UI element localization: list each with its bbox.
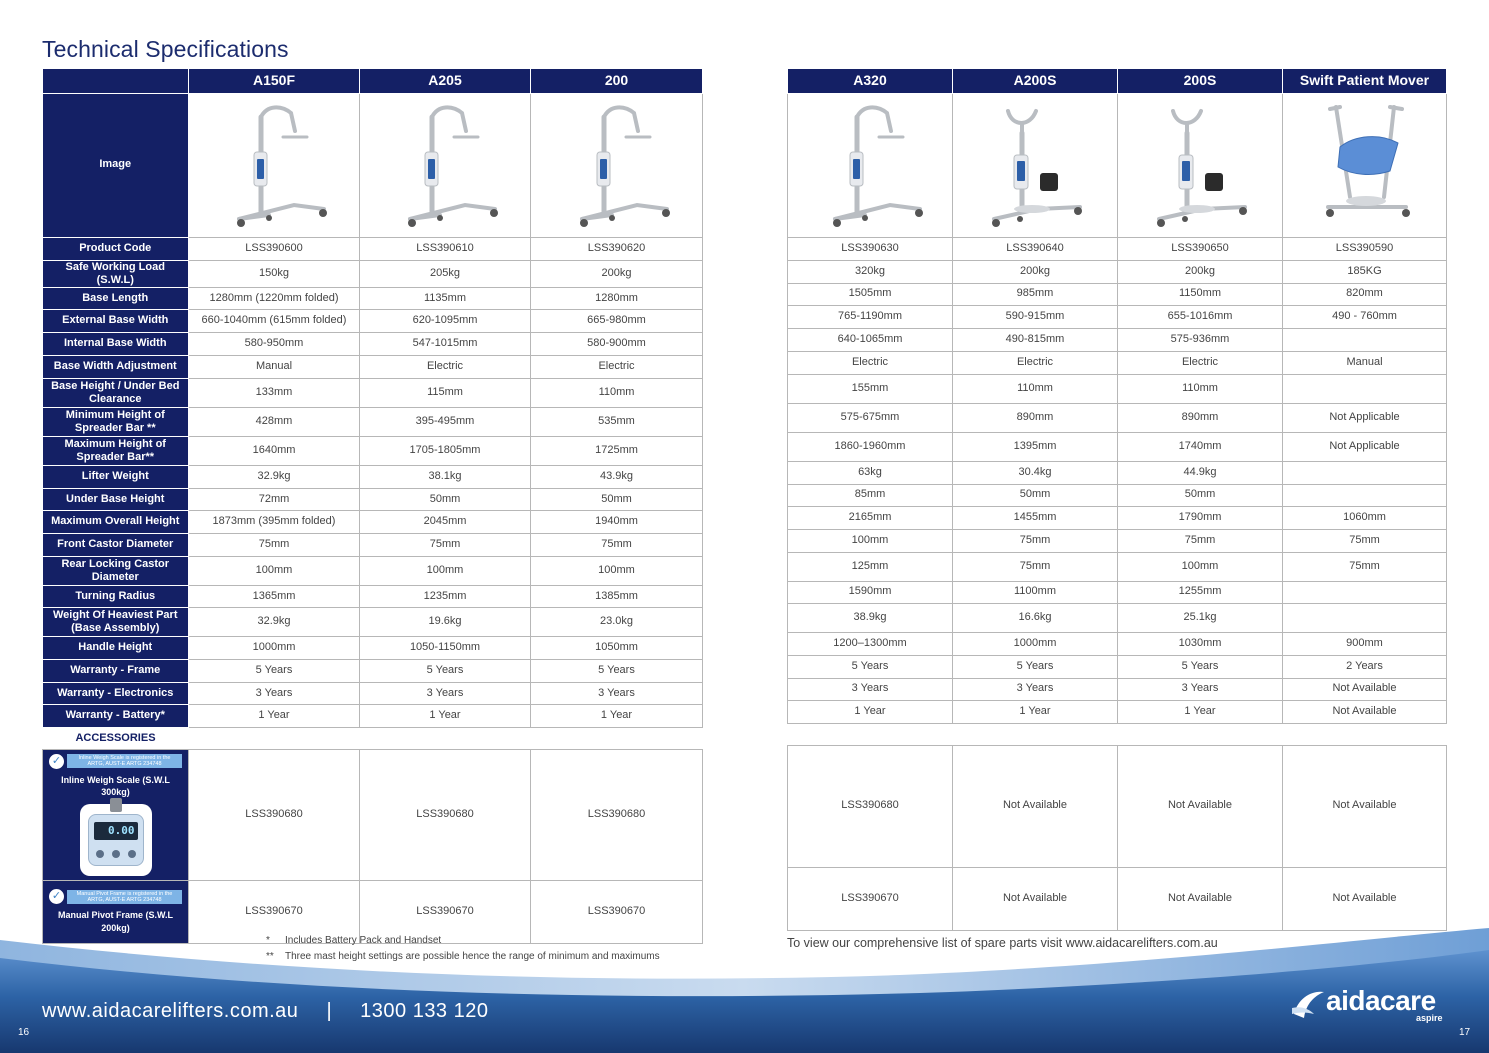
spec-cell: 575-675mm	[788, 403, 953, 432]
spec-cell: 100mm	[360, 556, 531, 585]
spec-cell: 395-495mm	[360, 407, 531, 436]
row-label: Maximum Height of Spreader Bar**	[43, 436, 189, 465]
spec-cell: 660-1040mm (615mm folded)	[189, 309, 360, 332]
row-label: Warranty - Electronics	[43, 682, 189, 704]
accessory-name: Manual Pivot Frame (S.W.L 200kg)	[57, 910, 174, 934]
spec-cell: 5 Years	[360, 659, 531, 682]
artg-registration-badge	[49, 754, 182, 769]
spec-row-maximum-height-of-spreader-bar	[788, 432, 1447, 461]
row-label: Product Code	[43, 237, 189, 260]
spec-cell: 1385mm	[531, 585, 703, 607]
accessory-cell: LSS390680	[189, 749, 360, 880]
spec-row-maximum-overall-height	[788, 506, 1447, 529]
product-image-cell	[360, 93, 531, 237]
spec-cell: 590-915mm	[953, 305, 1118, 328]
spec-row-maximum-height-of-spreader-bar	[43, 436, 703, 465]
row-label: Under Base Height	[43, 488, 189, 510]
spec-cell: 1000mm	[189, 636, 360, 659]
spec-row-external-base-width	[43, 309, 703, 332]
column-header-swift-patient-mover: Swift Patient Mover	[1283, 69, 1447, 93]
spec-row-product-code	[788, 237, 1447, 260]
accessories-heading-row	[788, 723, 1447, 745]
accessory-cell: Not Available	[1118, 867, 1283, 930]
spec-cell: 1790mm	[1118, 506, 1283, 529]
spec-cell	[1283, 603, 1447, 632]
spec-row-warranty-frame	[43, 659, 703, 682]
column-header-200: 200	[531, 69, 703, 93]
spec-cell: 547-1015mm	[360, 332, 531, 355]
spec-cell: 43.9kg	[531, 465, 703, 488]
footnote: ** Three mast height settings are possible hence the range of minimum and maximums	[266, 951, 660, 962]
accessory-cell: LSS390680	[531, 749, 703, 880]
spec-cell: 1150mm	[1118, 283, 1283, 305]
mobile-hoist-icon	[390, 97, 500, 233]
spec-cell	[1283, 581, 1447, 603]
spec-cell: 75mm	[953, 552, 1118, 581]
spec-row-warranty-electronics	[43, 682, 703, 704]
spec-cell: 50mm	[360, 488, 531, 510]
spec-row-base-height-under-bed-clearance	[43, 378, 703, 407]
spec-cell: LSS390650	[1118, 237, 1283, 260]
spec-row-base-height-under-bed-clearance	[788, 374, 1447, 403]
spec-cell: 5 Years	[1118, 655, 1283, 678]
spec-row-base-length	[43, 287, 703, 309]
accessory-name: Inline Weigh Scale (S.W.L 300kg)	[61, 774, 170, 798]
spec-cell: Not Available	[1283, 678, 1447, 700]
spec-cell: 1455mm	[953, 506, 1118, 529]
row-label: Turning Radius	[43, 585, 189, 607]
row-label: Minimum Height of Spreader Bar **	[43, 407, 189, 436]
spec-cell: 1 Year	[788, 700, 953, 723]
spec-cell: 765-1190mm	[788, 305, 953, 328]
spec-cell: Not Applicable	[1283, 403, 1447, 432]
spec-cell: 1740mm	[1118, 432, 1283, 461]
spec-cell: 820mm	[1283, 283, 1447, 305]
spec-cell: 320kg	[788, 260, 953, 283]
spec-cell: 38.1kg	[360, 465, 531, 488]
row-label: Internal Base Width	[43, 332, 189, 355]
spec-row-warranty-battery	[43, 704, 703, 727]
spec-cell: 50mm	[953, 484, 1118, 506]
row-label: Safe Working Load (S.W.L)	[43, 260, 189, 287]
row-label: Warranty - Frame	[43, 659, 189, 682]
spec-cell: 85mm	[788, 484, 953, 506]
spec-cell: Electric	[953, 351, 1118, 374]
accessory-cell: Not Available	[1118, 745, 1283, 867]
spec-cell: 490 - 760mm	[1283, 305, 1447, 328]
accessory-cell: LSS390670	[531, 881, 703, 944]
spec-cell: Not Available	[1283, 700, 1447, 723]
spec-cell: 1200–1300mm	[788, 632, 953, 655]
spec-cell: 75mm	[360, 533, 531, 556]
spec-cell: 1860-1960mm	[788, 432, 953, 461]
spec-cell: Electric	[788, 351, 953, 374]
spec-row-handle-height	[788, 632, 1447, 655]
spec-cell: 490-815mm	[953, 328, 1118, 351]
spec-cell: 1 Year	[953, 700, 1118, 723]
logo-mark-icon	[1290, 988, 1328, 1022]
spec-cell: 1640mm	[189, 436, 360, 465]
spec-cell: 655-1016mm	[1118, 305, 1283, 328]
row-label: Base Height / Under Bed Clearance	[43, 378, 189, 407]
accessories-spacer	[189, 727, 703, 749]
spec-row-base-width-adjustment	[788, 351, 1447, 374]
accessory-cell: LSS390670	[360, 881, 531, 944]
spec-cell: 1940mm	[531, 510, 703, 533]
product-image-cell	[1118, 93, 1283, 237]
spec-cell	[1283, 461, 1447, 484]
spec-row-turning-radius	[43, 585, 703, 607]
spec-cell: 3 Years	[1118, 678, 1283, 700]
product-image-cell	[953, 93, 1118, 237]
spec-cell: 428mm	[189, 407, 360, 436]
spec-cell: 1280mm	[531, 287, 703, 309]
spec-cell: 75mm	[1283, 529, 1447, 552]
spec-cell: 72mm	[189, 488, 360, 510]
column-header-200s: 200S	[1118, 69, 1283, 93]
spec-row-product-code	[43, 237, 703, 260]
spec-cell: 19.6kg	[360, 607, 531, 636]
accessory-cell: LSS390680	[360, 749, 531, 880]
spec-cell: 32.9kg	[189, 465, 360, 488]
spec-cell: 640-1065mm	[788, 328, 953, 351]
mobile-hoist-icon	[815, 97, 925, 233]
row-label: External Base Width	[43, 309, 189, 332]
spec-cell: 125mm	[788, 552, 953, 581]
scale-display: 0.00	[94, 822, 138, 840]
spec-row-front-castor-diameter	[788, 529, 1447, 552]
spec-cell: Not Applicable	[1283, 432, 1447, 461]
spec-cell: 50mm	[1118, 484, 1283, 506]
spec-cell: 16.6kg	[953, 603, 1118, 632]
spec-cell: 1873mm (395mm folded)	[189, 510, 360, 533]
spec-cell: 200kg	[531, 260, 703, 287]
spec-cell: 1705-1805mm	[360, 436, 531, 465]
mobile-hoist-icon	[219, 97, 329, 233]
spec-cell: 1030mm	[1118, 632, 1283, 655]
spec-row-minimum-height-of-spreader-bar	[788, 403, 1447, 432]
spec-cell: Manual	[1283, 351, 1447, 374]
spec-cell: 100mm	[1118, 552, 1283, 581]
spec-cell: 2045mm	[360, 510, 531, 533]
row-label-image: Image	[43, 93, 189, 237]
spec-cell: 185KG	[1283, 260, 1447, 283]
spec-cell: 1280mm (1220mm folded)	[189, 287, 360, 309]
spec-cell: 110mm	[953, 374, 1118, 403]
spec-cell: 1 Year	[360, 704, 531, 727]
accessory-cell: Not Available	[1283, 867, 1447, 930]
row-label: Base Length	[43, 287, 189, 309]
spec-cell: 1050mm	[531, 636, 703, 659]
acc-row-weigh-scale	[788, 745, 1447, 867]
spec-row-minimum-height-of-spreader-bar	[43, 407, 703, 436]
spec-table-left	[42, 69, 703, 944]
product-image-cell	[189, 93, 360, 237]
spec-cell: LSS390630	[788, 237, 953, 260]
spec-cell: 1000mm	[953, 632, 1118, 655]
spec-cell: 75mm	[953, 529, 1118, 552]
corner-cell	[43, 69, 189, 93]
spec-cell: 575-936mm	[1118, 328, 1283, 351]
spec-cell: LSS390610	[360, 237, 531, 260]
spec-cell	[1283, 374, 1447, 403]
page-title: Technical Specifications	[42, 36, 289, 62]
standing-hoist-icon	[1145, 97, 1255, 233]
spec-cell	[1283, 484, 1447, 506]
spec-row-base-length	[788, 283, 1447, 305]
spec-cell: 75mm	[1283, 552, 1447, 581]
product-image-cell	[531, 93, 703, 237]
product-image-cell	[788, 93, 953, 237]
spec-cell: 110mm	[531, 378, 703, 407]
spec-cell: 1365mm	[189, 585, 360, 607]
page-number-right: 17	[1459, 1027, 1471, 1038]
spec-row-internal-base-width	[43, 332, 703, 355]
spec-row-maximum-overall-height	[43, 510, 703, 533]
spec-cell: 200kg	[1118, 260, 1283, 283]
spec-cell: 100mm	[788, 529, 953, 552]
spec-cell: 580-950mm	[189, 332, 360, 355]
accessories-heading-row	[43, 727, 703, 749]
accessory-cell: Not Available	[953, 745, 1118, 867]
accessory-cell: LSS390680	[788, 745, 953, 867]
row-label: Warranty - Battery*	[43, 704, 189, 727]
patient-mover-icon	[1310, 97, 1420, 233]
spec-cell: 1235mm	[360, 585, 531, 607]
spec-cell: 32.9kg	[189, 607, 360, 636]
spec-row-turning-radius	[788, 581, 1447, 603]
registration-text: Inline Weigh Scale is registered in the ARTG, AUST-E ARTG 234748	[67, 754, 182, 768]
spec-cell: 1 Year	[531, 704, 703, 727]
spec-row-handle-height	[43, 636, 703, 659]
spec-row-external-base-width	[788, 305, 1447, 328]
accessory-cell: Not Available	[1283, 745, 1447, 867]
spec-cell: LSS390620	[531, 237, 703, 260]
spec-cell: 50mm	[531, 488, 703, 510]
footer-wave	[0, 920, 1489, 1053]
spec-row-safe-working-load-s-w-l	[788, 260, 1447, 283]
spec-cell: 665-980mm	[531, 309, 703, 332]
spec-cell: 38.9kg	[788, 603, 953, 632]
product-image-cell	[1283, 93, 1447, 237]
spec-cell: 2 Years	[1283, 655, 1447, 678]
spec-cell: 1505mm	[788, 283, 953, 305]
column-header-a205: A205	[360, 69, 531, 93]
row-label: Lifter Weight	[43, 465, 189, 488]
accessory-cell: Not Available	[953, 867, 1118, 930]
spec-cell: 1 Year	[1118, 700, 1283, 723]
spec-row-base-width-adjustment	[43, 355, 703, 378]
check-icon: ✓	[49, 889, 64, 904]
spec-cell: 985mm	[953, 283, 1118, 305]
artg-registration-badge	[49, 889, 182, 904]
spec-cell: 1395mm	[953, 432, 1118, 461]
spec-cell: 75mm	[189, 533, 360, 556]
phone-number[interactable]: 1300 133 120	[360, 1000, 489, 1022]
spec-cell: 5 Years	[531, 659, 703, 682]
spec-cell: 100mm	[531, 556, 703, 585]
spec-cell: Manual	[189, 355, 360, 378]
spec-cell: 25.1kg	[1118, 603, 1283, 632]
spec-cell: 3 Years	[189, 682, 360, 704]
row-label: Rear Locking Castor Diameter	[43, 556, 189, 585]
acc-label-weigh-scale	[43, 749, 189, 880]
spec-cell: LSS390640	[953, 237, 1118, 260]
spec-cell: 1 Year	[189, 704, 360, 727]
spec-cell: 200kg	[953, 260, 1118, 283]
spec-cell: 110mm	[1118, 374, 1283, 403]
spec-row-warranty-battery	[788, 700, 1447, 723]
spec-cell: 5 Years	[953, 655, 1118, 678]
spec-row-lifter-weight	[788, 461, 1447, 484]
spec-cell: 205kg	[360, 260, 531, 287]
spec-cell: 155mm	[788, 374, 953, 403]
spec-cell: 3 Years	[788, 678, 953, 700]
check-icon: ✓	[49, 754, 64, 769]
image-row	[788, 93, 1447, 237]
standing-hoist-icon	[980, 97, 1090, 233]
aidacare-logo: aidacare aspire	[1290, 985, 1460, 1025]
spec-cell: 1255mm	[1118, 581, 1283, 603]
row-label: Front Castor Diameter	[43, 533, 189, 556]
registration-text: Manual Pivot Frame is registered in the ARTG, AUST-E ARTG 234748	[67, 890, 182, 904]
row-label: Weight Of Heaviest Part (Base Assembly)	[43, 607, 189, 636]
column-header-a200s: A200S	[953, 69, 1118, 93]
spec-row-under-base-height	[788, 484, 1447, 506]
spec-cell: 5 Years	[189, 659, 360, 682]
spec-cell: 2165mm	[788, 506, 953, 529]
footer-separator: |	[326, 1000, 333, 1022]
accessories-spacer	[788, 723, 1447, 745]
spec-cell: 1725mm	[531, 436, 703, 465]
spec-cell: 3 Years	[953, 678, 1118, 700]
spec-cell: 30.4kg	[953, 461, 1118, 484]
page-number-left: 16	[18, 1027, 30, 1038]
spec-cell: 535mm	[531, 407, 703, 436]
spec-cell: 150kg	[189, 260, 360, 287]
spec-row-safe-working-load-s-w-l	[43, 260, 703, 287]
spec-cell: 1135mm	[360, 287, 531, 309]
footer-contact	[42, 1000, 488, 1023]
spec-cell: 1050-1150mm	[360, 636, 531, 659]
spec-cell: Electric	[1118, 351, 1283, 374]
spec-cell: 3 Years	[531, 682, 703, 704]
spec-cell	[1283, 328, 1447, 351]
mobile-hoist-icon	[562, 97, 672, 233]
spec-cell: 620-1095mm	[360, 309, 531, 332]
accessories-heading: ACCESSORIES	[43, 727, 189, 749]
spec-cell: 100mm	[189, 556, 360, 585]
row-label: Base Width Adjustment	[43, 355, 189, 378]
spec-cell: 63kg	[788, 461, 953, 484]
website-link[interactable]: www.aidacarelifters.com.au	[42, 1000, 299, 1022]
acc-row-weigh-scale	[43, 749, 703, 880]
spec-cell: 890mm	[1118, 403, 1283, 432]
row-label: Maximum Overall Height	[43, 510, 189, 533]
spec-cell: 75mm	[531, 533, 703, 556]
spec-cell: 580-900mm	[531, 332, 703, 355]
accessory-cell: LSS390670	[788, 867, 953, 930]
spec-cell: LSS390590	[1283, 237, 1447, 260]
spec-cell: 890mm	[953, 403, 1118, 432]
spec-row-weight-of-heaviest-part-base-assembly	[788, 603, 1447, 632]
spec-cell: 75mm	[1118, 529, 1283, 552]
spec-cell: 900mm	[1283, 632, 1447, 655]
spare-parts-note: To view our comprehensive list of spare parts visit www.aidacarelifters.com.au	[787, 936, 1218, 950]
spec-row-warranty-frame	[788, 655, 1447, 678]
spec-row-rear-locking-castor-diameter	[788, 552, 1447, 581]
spec-cell: 115mm	[360, 378, 531, 407]
accessory-cell: LSS390670	[189, 881, 360, 944]
spec-table-right	[787, 69, 1447, 931]
spec-row-under-base-height	[43, 488, 703, 510]
row-label: Handle Height	[43, 636, 189, 659]
footnote: * Includes Battery Pack and Handset	[266, 935, 442, 946]
column-header-a320: A320	[788, 69, 953, 93]
spec-cell: 5 Years	[788, 655, 953, 678]
spec-cell: 1060mm	[1283, 506, 1447, 529]
spec-cell: Electric	[531, 355, 703, 378]
spec-cell: Electric	[360, 355, 531, 378]
image-row	[43, 93, 703, 237]
spec-row-rear-locking-castor-diameter	[43, 556, 703, 585]
column-header-a150f: A150F	[189, 69, 360, 93]
spec-cell: 1100mm	[953, 581, 1118, 603]
spec-cell: 44.9kg	[1118, 461, 1283, 484]
spec-row-lifter-weight	[43, 465, 703, 488]
spec-cell: LSS390600	[189, 237, 360, 260]
spec-row-internal-base-width	[788, 328, 1447, 351]
spec-cell: 3 Years	[360, 682, 531, 704]
spec-cell: 23.0kg	[531, 607, 703, 636]
spec-row-warranty-electronics	[788, 678, 1447, 700]
spec-cell: 1590mm	[788, 581, 953, 603]
spec-cell: 133mm	[189, 378, 360, 407]
weigh-scale-image	[80, 804, 152, 876]
spec-row-weight-of-heaviest-part-base-assembly	[43, 607, 703, 636]
spec-row-front-castor-diameter	[43, 533, 703, 556]
